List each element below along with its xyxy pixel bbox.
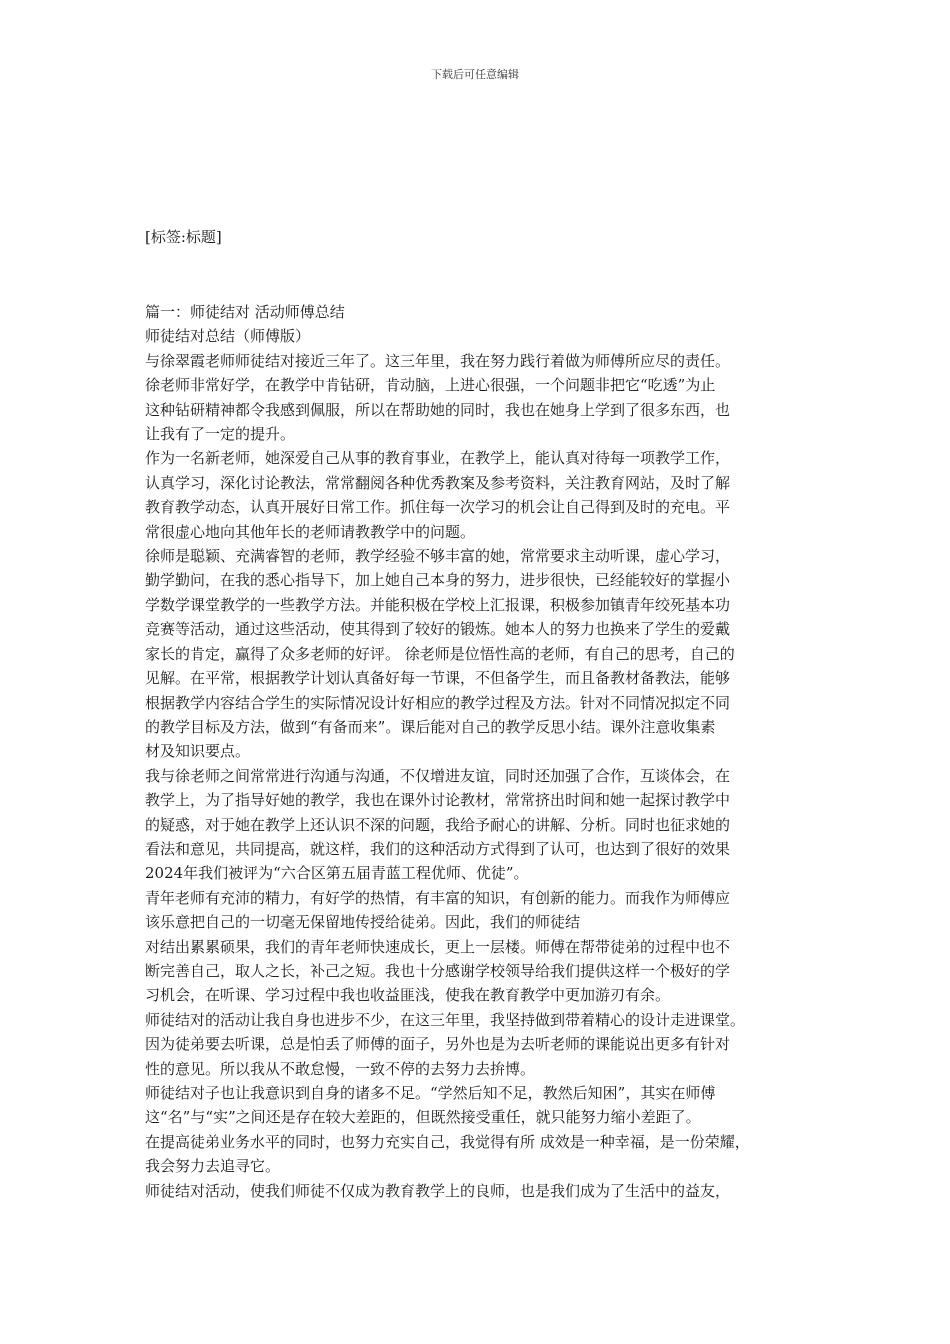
text-line: 性的意见。所以我从不敢怠慢，一致不停的去努力去拚博。 [145, 1059, 536, 1078]
text-line: 2024年我们被评为“六合区第五届青蓝工程优师、优徒”。 [145, 864, 529, 883]
text-line: 勤学勤问，在我的悉心指导下，加上她自己本身的努力，进步很快，已经能较好的掌握小 [145, 571, 731, 590]
text-line: 这“名”与“实”之间还是存在较大差距的，但既然接受重任，就只能努力缩小差距了。 [145, 1108, 701, 1127]
text-line: 因为徒弟要去听课，总是怕丢了师傅的面子，另外也是为去听老师的课能说出更多有针对 [145, 1035, 731, 1054]
text-line: 教育教学动态，认真开展好日常工作。抓住每一次学习的机会让自己得到及时的充电。平 [145, 498, 731, 517]
text-line: 见解。在平常，根据教学计划认真备好每一节课，不但备学生，而且备教材备教法，能够 [145, 669, 731, 688]
document-body [145, 300, 815, 1203]
text-line: 我会努力去追寻它。 [145, 1157, 281, 1176]
text-line: 的教学目标及方法，做到“有备而来”。课后能对自己的教学反思小结。课外注意收集素 [145, 717, 716, 736]
text-line: 看法和意见，共同提高，就这样，我们的这种活动方式得到了认可，也达到了很好的效果 [145, 839, 731, 858]
text-line: 徐师是聪颖、充满睿智的老师，教学经验不够丰富的她，常常要求主动听课，虚心学习， [145, 547, 731, 566]
text-line: 学数学课堂教学的一些教学方法。并能积极在学校上汇报课，积极参加镇青年绞死基本功 [145, 595, 731, 614]
text-line: 的疑惑，对于她在教学上还认识不深的问题，我给予耐心的讲解、分析。同时也征求她的 [145, 815, 731, 834]
text-line: 教学上，为了指导好她的教学，我也在课外讨论教材，常常挤出时间和她一起探讨教学中 [145, 791, 731, 810]
text-line: 在提高徒弟业务水平的同时，也努力充实自己，我觉得有所 成效是一种幸福，是一份荣耀， [145, 1132, 750, 1151]
text-line: 习机会，在听课、学习过程中我也收益匪浅，使我在教育教学中更加游刃有余。 [145, 986, 671, 1005]
text-line: 该乐意把自己的一切毫无保留地传授给徒弟。因此，我们的师徒结 [145, 913, 581, 932]
text-line: 家长的肯定，赢得了众多老师的好评。 徐老师是位悟性高的老师，有自己的思考，自己的 [145, 644, 735, 663]
section-title: 篇一：师徒结对 活动师傅总结 [145, 303, 345, 321]
text-line: 对结出累累硕果，我们的青年老师快速成长，更上一层楼。师傅在帮带徒弟的过程中也不 [145, 937, 731, 956]
text-line: 与徐翠霞老师师徒结对接近三年了。这三年里，我在努力践行着做为师傅所应尽的责任。 [145, 351, 731, 370]
text-line: 常很虚心地向其他年长的老师请教教学中的问题。 [145, 522, 476, 541]
text-line: 这种钻研精神都令我感到佩服，所以在帮助她的同时，我也在她身上学到了很多东西，也 [145, 400, 731, 419]
text-line: 竞赛等活动，通过这些活动，使其得到了较好的锻炼。她本人的努力也换来了学生的爱戴 [145, 620, 731, 639]
text-line: 师徒结对活动，使我们师徒不仅成为教育教学上的良师，也是我们成为了生活中的益友， [145, 1181, 731, 1200]
text-line: 材及知识要点。 [145, 742, 251, 761]
text-line: 我与徐老师之间常常进行沟通与沟通，不仅增进友谊，同时还加强了合作，互谈体会，在 [145, 766, 731, 785]
text-line: 让我有了一定的提升。 [145, 425, 296, 444]
text-line: 师徒结对的活动让我自身也进步不少，在这三年里，我坚持做到带着精心的设计走进课堂。 [145, 1010, 746, 1029]
text-line: 作为一名新老师，她深爱自己从事的教育事业，在教学上，能认真对待每一项教学工作， [145, 449, 731, 468]
text-line: 认真学习，深化讨论教法，常常翻阅各种优秀教案及参考资料，关注教育网站，及时了解 [145, 473, 731, 492]
subtitle: 师徒结对总结（师傅版） [145, 327, 311, 346]
tag-label: [标签:标题] [145, 228, 222, 246]
page-header-note: 下载后可任意编辑 [431, 68, 519, 81]
text-line: 徐老师非常好学，在教学中肯钻研，肯动脑，上进心很强，一个问题非把它“吃透”为止 [145, 376, 716, 395]
text-line: 师徒结对子也让我意识到自身的诸多不足。“学然后知不足，教然后知困”，其实在师傅 [145, 1084, 716, 1102]
text-line: 根据教学内容结合学生的实际情况设计好相应的教学过程及方法。针对不同情况拟定不同 [145, 693, 731, 712]
text-line: 青年老师有充沛的精力，有好学的热情，有丰富的知识，有创新的能力。而我作为师傅应 [145, 888, 731, 907]
text-line: 断完善自己，取人之长，补己之短。我也十分感谢学校领导给我们提供这样一个极好的学 [145, 961, 731, 980]
